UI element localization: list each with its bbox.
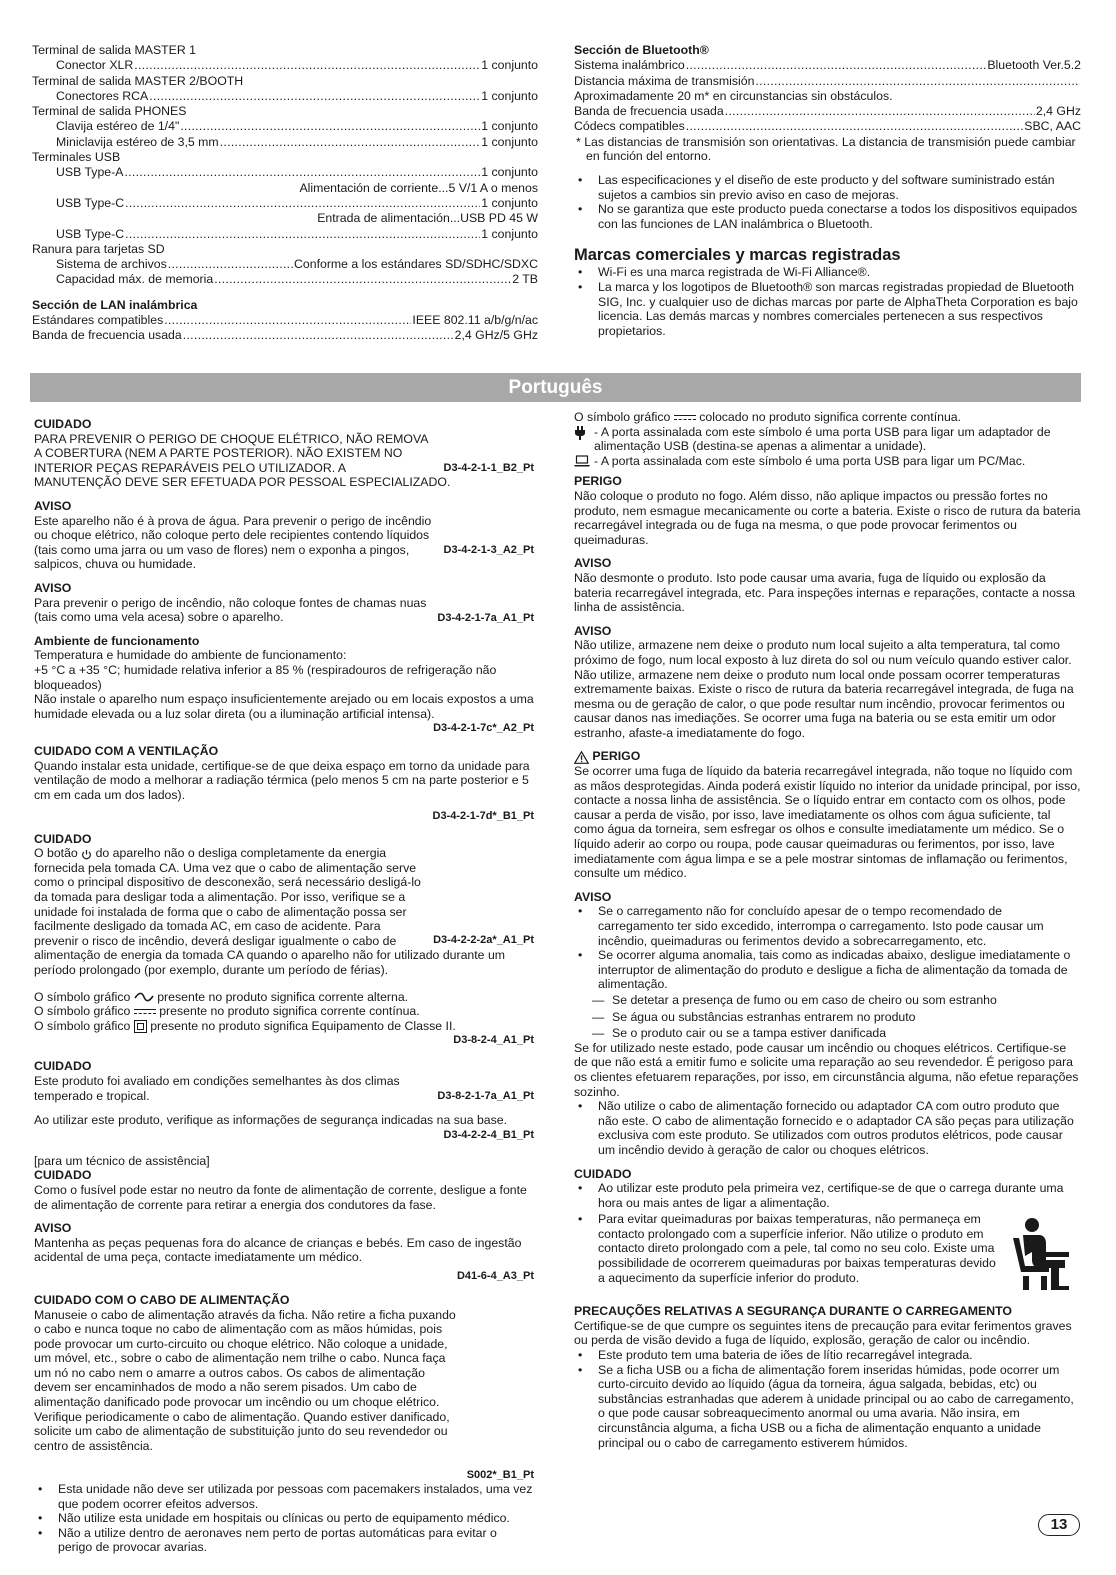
spec-bullets <box>574 173 1081 231</box>
spec-sub: Alimentación de corriente...5 V/1 A o menos <box>299 180 538 195</box>
block-title: CUIDADO COM O CABO DE ALIMENTAÇÃO <box>34 1292 290 1307</box>
block-title: AVISO <box>34 498 72 513</box>
spec-row: Clavija estéreo de 1/4" ..... 1 conjunto <box>32 119 538 134</box>
language-banner: Português <box>30 373 1081 402</box>
block-text: Não desmonte o produto. Isto pode causar uma avaria, fuga de líquido ou explosão da bateria recarregável integrada, etc. Para inspeções internas e reparações, contacte a nossa linha de assistência. <box>574 570 1076 615</box>
spec-row: Sistema de archivos ..... Conforme a los estándares SD/SDHC/SDXC <box>32 257 538 272</box>
charging-bullets <box>574 1348 1081 1450</box>
dash-item: — Se detetar a presença de fumo ou em caso de cheiro ou som estranho <box>574 993 1081 1008</box>
specs-left <box>32 43 538 344</box>
person-sitting-laptop-icon <box>1011 1216 1077 1292</box>
caution-block <box>574 1167 1081 1291</box>
list-item: • Não utilize o cabo de alimentação fornecido ou adaptador CA com outro produto que não este. O cabo de alimentação fornecido e o adaptador CA são peças para utilização exclusiva com este produto. Se utilizados com outros produtos elétricos, pode causar um incêndio devido à geração de calor ou choques elétricos. <box>574 1099 1081 1157</box>
power-cord-block <box>34 1292 534 1481</box>
ref-code: D3-4-2-1-7d*_B1_Pt <box>432 809 534 822</box>
bt-distance: Aproximadamente 20 m* en circunstancias sin obstáculos. <box>574 88 893 103</box>
block-text: D3-8-2-1-7a_A1_Pt Este produto foi avaliado em condições semelhantes às dos climas temperado e tropical. <box>34 1073 534 1103</box>
block-text: Temperatura e humidade do ambiente de funcionamento: <box>34 648 347 663</box>
trademark-bullets <box>574 265 1081 338</box>
ref-code: D3-8-2-1-7a_A1_Pt <box>437 1089 534 1102</box>
bt-note: * Las distancias de transmisión son orientativas. La distancia de transmisión puede cambiar en función del entorno. <box>576 134 1076 164</box>
danger-block <box>574 474 1081 547</box>
spec-row: USB Type-C ..... 1 conjunto <box>32 227 538 242</box>
list-item: • Para evitar queimaduras por baixas temperaturas, não permaneça em contacto prolongado com a superfície inferior. Não utilize o produto em contacto direto prolongado com a pele, tal como no seu colo. Existe uma possibilidade de ocorrerem queimaduras por baixas temperaturas devido a aquecimento da superfície inferior do produto. <box>574 1212 1081 1290</box>
list-item: • Se ocorrer alguma anomalia, tais como as indicadas abaixo, desligue imediatamente o interruptor de alimentação do produto e desligue a ficha de alimentação da tomada de alimentação. <box>574 948 1081 992</box>
danger-block <box>574 749 1081 880</box>
list-item: • Este produto tem uma bateria de iões de lítio recarregável integrada. <box>574 1348 1081 1363</box>
spec-head: Ranura para tarjetas SD <box>32 241 165 256</box>
class-ii-symbol-icon <box>134 1020 147 1033</box>
block-text: Não coloque o produto no fogo. Além disso, não aplique impactos ou pressão fortes no produto, nem esmague mecanicamente ou corte a bateria. Existe o risco de rutura da bateria recarregável integrada ou de fuga na mesma, o que pode provocar ferimentos ou queimaduras. <box>574 488 1081 547</box>
ventilation-block <box>34 744 534 822</box>
left-bullets <box>34 1482 534 1555</box>
right-column <box>574 410 1081 1450</box>
block-text: Como o fusível pode estar no neutro da fonte de alimentação de corrente, desligue a fonte de alimentação de corrente para retirar a energia dos condutores da fase. <box>34 1182 527 1212</box>
wlan-title: Sección de LAN inalámbrica <box>32 297 198 312</box>
warning-bullets <box>574 1099 1081 1157</box>
block-title: CUIDADO <box>574 1166 632 1181</box>
spec-head: Terminal de salida MASTER 1 <box>32 43 197 57</box>
dash-item: — Se água ou substâncias estranhas entrarem no produto <box>574 1010 1081 1025</box>
block-title: CUIDADO COM A VENTILAÇÃO <box>34 744 219 759</box>
block-text: D3-4-2-1-3_A2_Pt Este aparelho não é à prova de água. Para prevenir o perigo de incêndio ou choque elétrico, não coloque perto dele recipientes contendo líquidos (tais como uma jarra ou um vaso de flores) nem o exponha a pingos, salpicos, chuva ou humidade. <box>34 513 534 572</box>
list-item: • Las especificaciones y el diseño de este producto y del software suministrado están sujetos a cambios sin previo aviso en caso de mejoras. <box>574 173 1081 202</box>
trademarks-title: Marcas comerciales y marcas registradas <box>574 246 901 265</box>
spec-row: USB Type-A ..... 1 conjunto <box>32 165 538 180</box>
warning-block <box>34 499 534 572</box>
block-text: D3-4-2-1-1_B2_Pt PARA PREVENIR O PERIGO DE CHOQUE ELÉTRICO, NÃO REMOVA A COBERTURA (NEM A PARTE POSTERIOR). NÃO EXISTEM NO INTERIOR PEÇAS REPARÁVEIS PELO UTILIZADOR. A MANUTENÇÃO DEVE SER EFETUADA POR PESSOAL ESPECIALIZADO. <box>34 431 534 490</box>
usb-power-row: - A porta assinalada com este símbolo é uma porta USB para ligar um adaptador de alimentação USB (destina-se apenas a alimentar a unidade). <box>574 425 1081 454</box>
ac-symbol-icon <box>134 992 154 1002</box>
block-text: S002*_B1_Pt Manuseie o cabo de alimentação através da ficha. Não retire a ficha puxando o cabo e nunca toque no cabo de alimentação com as mãos húmidas, pois pode provocar um curto-circuito ou choque elétrico. Não coloque a unidade, um móvel, etc., sobre o cabo de alimentação nem trilhe o cabo. Nunca faça um nó no cabo nem o amarre a outros cabos. Os cabos de alimentação devem ser encaminhados de modo a não serem pisados. Um cabo de alimentação danificado pode provocar um incêndio ou um choque elétrico. Verifique periodicamente o cabo de alimentação. Quando estiver danificado, solicite um cabo de alimentação de substituição junto do seu revendedor ou centro de assistência. <box>34 1307 534 1481</box>
spec-row: Sistema inalámbrico ..... Bluetooth Ver.5.2 <box>574 58 1081 73</box>
block-text: Não utilize, armazene nem deixe o produto num local sujeito a alta temperatura, tal como próximo de fogo, num local exposto à luz direta do sol ou num veículo quando estiver calor. Não utilize, armazene nem deixe o produto num local onde possam ocorrer temperaturas extremamente baixas. Existe o risco de rutura da bateria recarregável integrada, de fuga na mesma ou de geração de calor, o que pode resultar num incêndio, provocar ferimentos ou causar danos nas imediações. Se ocorrer uma fuga na bateria ou se esta emitir um odor estranho, afaste-a imediatamente do fogo. <box>574 638 1074 740</box>
symbol-line: O símbolo gráfico presente no produto significa corrente contínua. <box>34 1004 420 1019</box>
spec-head: Terminal de salida PHONES <box>32 104 187 119</box>
block-text: Mantenha as peças pequenas fora do alcance de crianças e bebés. Em caso de ingestão acidental de uma peça, contacte imediatamente um médico. <box>34 1235 522 1265</box>
block-text: +5 °C a +35 °C; humidade relativa inferior a 85 % (respiradouros de refrigeração não bloqueados) <box>34 662 497 692</box>
info-block <box>34 1113 534 1142</box>
caution-bullets <box>574 1181 1081 1290</box>
block-title: AVISO <box>574 623 612 638</box>
block-title: AVISO <box>34 1221 72 1236</box>
block-title: AVISO <box>574 889 612 904</box>
block-text: Se ocorrer uma fuga de líquido da bateria recarregável integrada, não toque no líquido com as mãos desprotegidas. Ainda poderá existir líquido no interior da unidade principal, por isso, contacte a nossa linha de assistência. Se o líquido entrar em contacto com os olhos, pode causar a perda de visão, por isso, lave imediatamente os olhos com água suficiente, tal como água da torneira, sem esfregar os olhos e consulte imediatamente um médico. Se o líquido aderir ao corpo ou roupa, pode causar queimaduras ou ferimentos, por isso, lave imediatamente com água limpa e se a pele mostrar sintomas de inflamação ou ferimentos, consulte um médico. <box>574 764 1081 881</box>
dc-symbol-line: O símbolo gráfico colocado no produto significa corrente contínua. <box>574 410 962 424</box>
specs-right <box>574 43 1081 338</box>
dc-symbol-icon <box>134 1007 156 1017</box>
list-item: • Não utilize esta unidade em hospitais ou clínicas ou perto de equipamento médico. <box>34 1511 534 1526</box>
left-column <box>34 417 534 1555</box>
ref-code: D3-4-2-1-3_A2_Pt <box>443 543 534 556</box>
spec-sub: Entrada de alimentación...USB PD 45 W <box>317 211 538 226</box>
block-title: CUIDADO <box>34 1059 92 1074</box>
page-number: 13 <box>1038 1514 1080 1536</box>
block-text: Quando instalar esta unidade, certifique-se de que deixa espaço em torno da unidade para ventilação de modo a melhorar a radiação térmica (pelo menos 5 cm na parte posterior e 5 cm em cada um dos lados). <box>34 758 530 803</box>
ref-code: S002*_B1_Pt <box>466 1468 534 1481</box>
ref-code: D3-4-2-2-2a*_A1_Pt <box>433 934 534 947</box>
block-title: CUIDADO <box>34 1168 92 1183</box>
ref-code: D3-4-2-1-1_B2_Pt <box>443 461 534 474</box>
ref-code: D3-4-2-1-7a_A1_Pt <box>437 611 534 624</box>
caution-block <box>34 832 534 978</box>
block-text: Ao utilizar este produto, verifique as informações de segurança indicadas na sua base. <box>34 1113 508 1128</box>
warning-block <box>574 624 1081 741</box>
list-item: • La marca y los logotipos de Bluetooth® son marcas registradas propiedad de Bluetooth SIG, Inc. y cualquier uso de dichas marcas por parte de AlphaTheta Corporation es bajo licencia. Las demás marcas y nombres comerciales pertenecen a sus respectivos propietarios. <box>574 280 1081 338</box>
block-title: CUIDADO <box>34 417 92 431</box>
block-title: CUIDADO <box>34 831 92 846</box>
bluetooth-title: Sección de Bluetooth® <box>574 43 709 57</box>
ref-code: D41-6-4_A3_Pt <box>456 1269 534 1282</box>
block-pre: [para um técnico de assistência] <box>34 1153 210 1168</box>
block-text: D3-4-2-2-2a*_A1_Pt O botão do aparelho não o desliga completamente da energia fornecida pela tomada CA. Uma vez que o cabo de alimentação serve como o principal dispositivo de desconexão, será necessário desligá-lo da tomada para desligar toda a alimentação. Por isso, verifique se a unidade foi instalada de forma que o cabo de alimentação possa ser facilmente desligado da tomada AC, em caso de acidente. Para prevenir o risco de incêndio, deverá desligar igualmente o cabo de alimentação de energia da tomada CA quando o aparelho não for utilizado durante um período prolongado (por exemplo, durante um período de férias). <box>34 846 534 977</box>
spec-row: Banda de frecuencia usada ..... 2,4 GHz/5 GHz <box>32 328 538 343</box>
warning-block <box>34 581 534 625</box>
block-text: Se for utilizado neste estado, pode causar um incêndio ou choques elétricos. Certifique-se de que não está a emitir fumo e solicite uma reparação ao seu revendedor. É perigoso para os clientes efetuarem reparações, por isso, em circunstância alguma, não efetue reparações sozinho. <box>574 1040 1079 1099</box>
list-item: • Não a utilize dentro de aeronaves nem perto de portas automáticas para evitar o perigo de provocar avarias. <box>34 1526 534 1555</box>
warning-block <box>574 890 1081 1158</box>
environment-block <box>34 634 534 736</box>
warning-bullets <box>574 904 1081 992</box>
block-title: PERIGO <box>574 749 1081 764</box>
block-text: Não instale o aparelho num espaço insuficientemente arejado ou em locais expostos a uma humidade elevada ou a luz solar direta (ou a iluminação artificial intensa). <box>34 692 534 721</box>
usb-power-icon <box>574 426 586 440</box>
symbol-line: O símbolo gráfico presente no produto significa Equipamento de Classe II. <box>34 1018 456 1033</box>
ref-code: D3-4-2-2-4_B1_Pt <box>443 1128 534 1141</box>
spec-row: Banda de frecuencia usada ..... 2,4 GHz <box>574 104 1081 119</box>
spec-head: Terminales USB <box>32 150 121 165</box>
charging-safety-block <box>574 1304 1081 1450</box>
usb-pc-row: - A porta assinalada com este símbolo é uma porta USB para ligar um PC/Mac. <box>574 454 1081 469</box>
block-title: PERIGO <box>574 474 622 489</box>
list-item: • Se o carregamento não for concluído apesar de o tempo recomendado de carregamento ter sido excedido, interrompa o carregamento. Isto pode causar um incêndio, queimaduras ou ferimentos devido a sobrecarregamento, etc. <box>574 904 1081 948</box>
spec-row: Códecs compatibles ..... SBC, AAC <box>574 119 1081 134</box>
warning-triangle-icon <box>574 751 589 764</box>
block-title: AVISO <box>34 580 72 595</box>
list-item: • Se a ficha USB ou a ficha de alimentação forem inseridas húmidas, pode ocorrer um curto-circuito devido ao líquido (água da torneira, água salgada, bebidas, etc) ou substâncias estranhadas que aderem à unidade principal ou ao cabo de carregamento, o que pode causar sobreaquecimento anormal ou uma avaria. Não insira, em circunstância alguma, a ficha USB ou a ficha de alimentação enquanto a unidade principal ou o cabo de carregamento estiverem húmidos. <box>574 1363 1081 1451</box>
block-title: Ambiente de funcionamento <box>34 633 200 648</box>
symbol-line: O símbolo gráfico presente no produto significa corrente alterna. <box>34 989 409 1004</box>
list-item: • Ao utilizar este produto pela primeira vez, certifique-se de que o carrega durante uma hora ou mais antes de ligar a alimentação. <box>574 1181 1081 1210</box>
ref-code: D3-8-2-4_A1_Pt <box>453 1034 534 1047</box>
spec-row: Capacidad máx. de memoria ..... 2 TB <box>32 272 538 287</box>
spec-row: Distancia máxima de transmisión ..... <box>574 74 1081 89</box>
caution-block <box>34 1059 534 1103</box>
dc-symbol-icon <box>674 413 696 423</box>
block-title: AVISO <box>574 556 612 571</box>
spec-row: Estándares compatibles ..... IEEE 802.11 a/b/g/n/ac <box>32 313 538 328</box>
list-item: • No se garantiza que este producto pueda conectarse a todos los dispositivos equipados con las funciones de LAN inalámbrica o Bluetooth. <box>574 202 1081 231</box>
warning-block <box>34 1221 534 1283</box>
list-item: • Esta unidade não deve ser utilizada por pessoas com pacemakers instalados, uma vez que podem ocorrer efeitos adversos. <box>34 1482 534 1511</box>
block-text: D3-4-2-1-7a_A1_Pt Para prevenir o perigo de incêndio, não coloque fontes de chamas nuas (tais como uma vela acesa) sobre o aparelho. <box>34 595 534 625</box>
spec-row: Miniclavija estéreo de 3,5 mm ..... 1 conjunto <box>32 135 538 150</box>
symbols-block <box>34 990 534 1048</box>
spec-row: Conector XLR ..... 1 conjunto <box>32 58 538 73</box>
laptop-icon <box>574 455 590 467</box>
spec-row: USB Type-C ..... 1 conjunto <box>32 196 538 211</box>
block-title: PRECAUÇÕES RELATIVAS A SEGURANÇA DURANTE O CARREGAMENTO <box>574 1304 1012 1319</box>
spec-head: Terminal de salida MASTER 2/BOOTH <box>32 73 244 88</box>
dash-item: — Se o produto cair ou se a tampa estiver danificada <box>574 1026 1081 1041</box>
list-item: • Wi-Fi es una marca registrada de Wi-Fi Alliance®. <box>574 265 1081 280</box>
spec-row: Conectores RCA ..... 1 conjunto <box>32 89 538 104</box>
block-text: Certifique-se de que cumpre os seguintes itens de precaução para evitar ferimentos graves ou perda de visão devido a fuga de líquido, explosão, geração de calor ou incêndio. <box>574 1318 1072 1348</box>
ref-code: D3-4-2-1-7c*_A2_Pt <box>433 722 534 735</box>
service-block <box>34 1154 534 1212</box>
standby-icon <box>81 849 92 860</box>
warning-block <box>574 556 1081 614</box>
caution-block <box>34 417 534 490</box>
